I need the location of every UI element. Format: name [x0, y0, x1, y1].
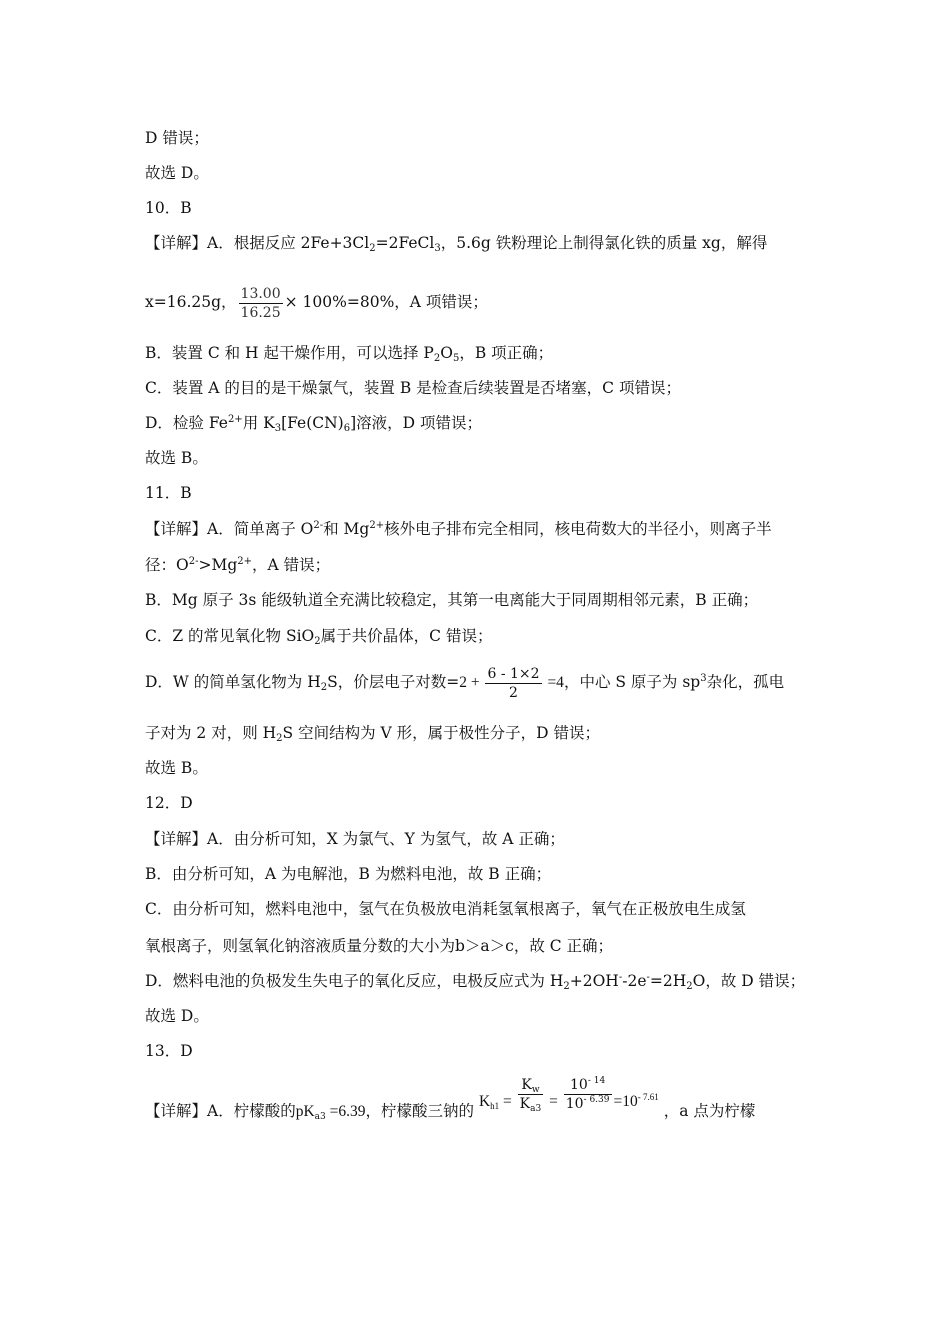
text-line: 子对为 2 对，则 $H_2S$ 空间结构为 V 形，属于极性分子，D 错误；: [145, 724, 600, 744]
question-number: 12．D: [145, 794, 193, 812]
text-line: 【详解】A．柠檬酸的$pK_{a3} =6.39$，柠檬酸三钠的 $K_{h1}$ = $\frac{K_w}{K_{a3}}$ = $\frac{10^{- 14}}{10^{- 6.39}}$ $=10^{- 7.61}$ ，a 点为柠檬: [145, 1076, 756, 1122]
text-line: C．由分析可知，燃料电池中，氢气在负极放电消耗氢氧根离子，氧气在正极放电生成氢: [145, 900, 746, 918]
text-line: B．Mg 原子 3s 能级轨道全充满比较稳定，其第一电离能大于同周期相邻元素，B 正确；: [145, 591, 759, 609]
text-line: 【详解】A．简单离子 $O^{2-}$和 $Mg^{2+}$核外电子排布完全相同，核电荷数大的半径小，则离子半: [145, 520, 772, 538]
text-line: 【详解】A．根据反应 $2Fe+3Cl_2=2FeCl_3$，5.6g 铁粉理论上制得氯化铁的质量 xg，解得: [145, 234, 768, 254]
fraction: $\frac{10^{- 14}}{10^{- 6.39}}$: [565, 1076, 610, 1112]
text-line: 故选 B。: [145, 759, 208, 777]
fraction: $\frac{6 - 1\times 2}{2}$: [487, 665, 540, 701]
text-line: D．W 的简单氢化物为 $H_2S$，价层电子对数=2 + $\frac{6 - 1\times 2}{2}$ =4，中心 S 原子为 $sp^3$杂化，孤电: [145, 665, 785, 701]
question-number: 13．D: [145, 1042, 193, 1060]
question-number: 11．B: [145, 484, 192, 502]
text-line: 故选 D。: [145, 1007, 209, 1025]
text-line: 径：$O^{2-}>Mg^{2+}$，A 错误；: [145, 556, 331, 574]
text-line: C．装置 A 的目的是干燥氯气，装置 B 是检查后续装置是否堵塞，C 项错误；: [145, 379, 681, 397]
text-line: 故选 D。: [145, 164, 209, 182]
text-line: D．检验 $Fe^{2+}$用 $K_3[Fe(CN)_6]$溶液，D 项错误；: [145, 414, 483, 434]
text-line: C．Z 的常见氧化物 SiO$_2$属于共价晶体，C 错误；: [145, 627, 493, 647]
text-line: x=16.25g， $\frac{13.00}{16.25}$ × 100%=80%，A 项错误；: [145, 285, 488, 321]
text-line: B．装置 C 和 H 起干燥作用，可以选择 $P_2O_5$，B 项正确；: [145, 344, 554, 364]
text-line: 氧根离子，则氢氧化钠溶液质量分数的大小为b＞a＞c，故 C 正确；: [145, 937, 614, 955]
text-line: D．燃料电池的负极发生失电子的氧化反应，电极反应式为 $H_2+2OH^--2e^-=2H_2O$，故 D 错误；: [145, 972, 806, 992]
fraction: $\frac{13.00}{16.25}$: [240, 285, 281, 321]
fraction: $\frac{K_w}{K_{a3}}$: [519, 1077, 542, 1114]
text-line: 【详解】A．由分析可知，X 为氯气、Y 为氢气，故 A 正确；: [145, 830, 565, 848]
text-line: D 错误；: [145, 129, 209, 147]
text-line: 故选 B。: [145, 449, 208, 467]
text-line: B．由分析可知，A 为电解池，B 为燃料电池，故 B 正确；: [145, 865, 552, 883]
question-number: 10．B: [145, 199, 192, 217]
